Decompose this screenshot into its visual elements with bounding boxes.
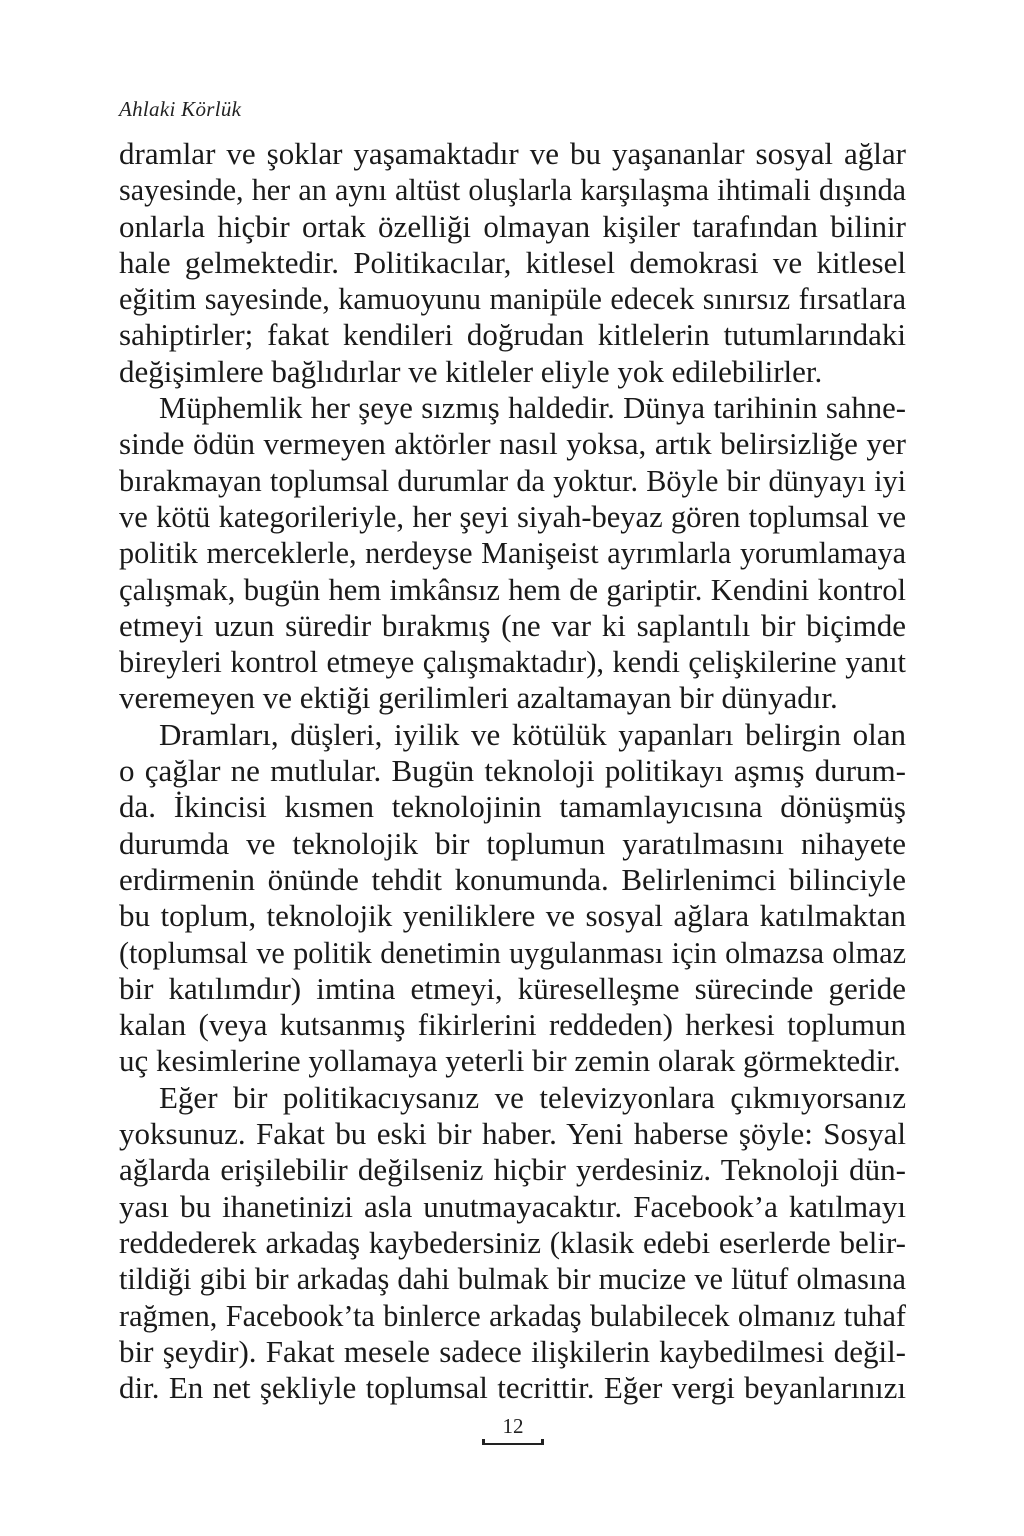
text-line: ağlarda erişilebilir değilseniz hiçbir yerdesiniz. Teknoloji dün- [119,1152,906,1188]
text-line: (toplumsal ve politik denetimin uygulanması için olmazsa olmaz [119,935,906,970]
text-line: politik merceklerle, nerdeyse Manişeist ayrımlarla yorumlamaya [119,536,906,571]
text-line: kalan (veya kutsanmış fikirlerini reddeden) herkesi toplumun [119,1007,906,1043]
text-line: değişimlere bağlıdırlar ve kitleler eliyle yok edilebilirler. [119,353,823,389]
page-number: 12 [502,1414,524,1438]
text-line: veremeyen ve ektiği gerilimleri azaltamayan bir dünyadır. [119,680,838,716]
text-line: bireyleri kontrol etmeye çalışmaktadır), kendi çelişkilerine yanıt [119,645,906,680]
text-line: bir şeydir). Fakat mesele sadece ilişkilerin kaybedilmesi değil- [119,1333,906,1369]
page-number-rule [482,1443,544,1445]
text-line: hale gelmektedir. Politikacılar, kitlesel demokrasi ve kitlesel [119,244,906,280]
text-line: onlarla hiçbir ortak özelliği olmayan kişiler tarafından bilinir [119,208,906,244]
text-line: sinde ödün vermeyen aktörler nasıl yoksa, artık belirsizliğe yer [119,426,906,462]
text-line: Müphemlik her şeye sızmış haldedir. Dünya tarihinin sahne- [159,391,906,426]
text-line: dramlar ve şoklar yaşamaktadır ve bu yaşananlar sosyal ağlar [119,136,906,171]
page-number-rule-left-tick [482,1439,485,1445]
page-number-rule-right-tick [541,1439,544,1445]
text-line: reddederek arkadaş kaybedersiniz (klasik edebi eserlerde belir- [119,1224,906,1260]
text-line: Dramları, düşleri, iyilik ve kötülük yapanları belirgin olan [159,716,906,752]
running-head: Ahlaki Körlük [119,97,242,121]
text-line: rağmen, Facebook’ta binlerce arkadaş bulabilecek olmanız tuhaf [119,1298,906,1333]
page-number-block [478,1414,548,1450]
text-line: bu toplum, teknolojik yeniliklere ve sosyal ağlara katılmaktan [119,898,906,934]
text-line: o çağlar ne mutlular. Bugün teknoloji politikayı aşmış durum- [119,753,906,789]
text-line: yası bu ihanetinizi asla unutmayacaktır. Facebook’a katılmayı [119,1188,906,1224]
text-line: ve kötü kategorileriyle, her şeyi siyah-beyaz gören toplumsal ve [119,499,906,534]
text-line: tildiği gibi bir arkadaş dahi bulmak bir mucize ve lütuf olmasına [119,1262,906,1297]
text-line: Eğer bir politikacıysanız ve televizyonlara çıkmıyorsanız [159,1079,906,1115]
text-line: etmeyi uzun süredir bırakmış (ne var ki saplantılı bir biçimde [119,607,906,643]
text-line: da. İkincisi kısmen teknolojinin tamamlayıcısına dönüşmüş [119,789,906,825]
text-line: eğitim sayesinde, kamuoyunu manipüle edecek sınırsız fırsatlara [119,282,906,317]
text-line: sayesinde, her an aynı altüst oluşlarla karşılaşma ihtimali dışında [119,173,906,208]
text-line: bir katılımdır) imtina etmeyi, küreselleşme sürecinde geride [119,970,906,1006]
text-line: dir. En net şekliyle toplumsal tecrittir. Eğer vergi beyanlarınızı [119,1370,906,1406]
body-text [119,136,906,1406]
text-line: erdirmenin önünde tehdit konumunda. Belirlenimci bilinciyle [119,861,906,897]
text-line: yoksunuz. Fakat bu eski bir haber. Yeni haberse şöyle: Sosyal [119,1116,906,1152]
text-line: uç kesimlerine yollamaya yeterli bir zemin olarak görmektedir. [119,1043,901,1079]
text-line: çalışmak, bugün hem imkânsız hem de gariptir. Kendini kontrol [119,572,906,607]
text-line: sahiptirler; fakat kendileri doğrudan kitlelerin tutumlarındaki [119,317,906,353]
text-line: durumda ve teknolojik bir toplumun yaratılmasını nihayete [119,825,906,861]
text-line: bırakmayan toplumsal durumlar da yoktur. Böyle bir dünyayı iyi [119,463,906,498]
